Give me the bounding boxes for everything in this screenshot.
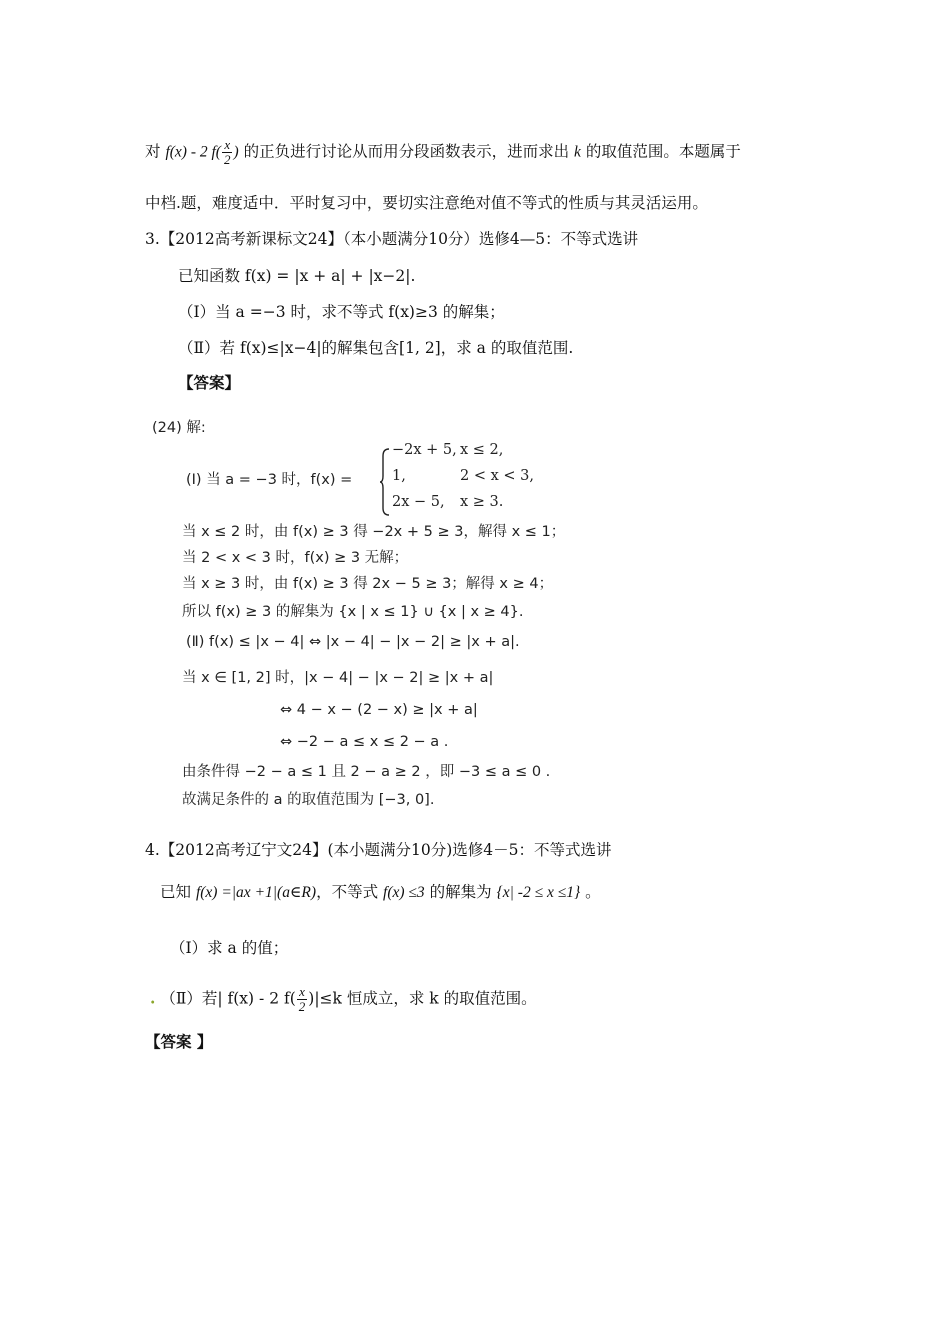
q4-part2-num: x <box>299 984 305 999</box>
solution-line-9: 由条件得 −2 − a ≤ 1 且 2 − a ≥ 2 ，即 −3 ≤ a ≤ 0 . <box>182 764 551 780</box>
solution-header: (24) 解: <box>152 420 206 436</box>
intro-expr-left: f(x) - 2 f( <box>165 143 221 161</box>
intro-prefix: 对 <box>145 142 161 161</box>
piecewise-brace <box>380 448 390 516</box>
solution-line-5: (Ⅱ) f(x) ≤ |x − 4| ⇔ |x − 4| − |x − 2| ≥ |x + a|. <box>186 634 520 650</box>
solution-line-7: ⇔ 4 − x − (2 − x) ≥ |x + a| <box>280 702 478 718</box>
case-cond-3: x ≥ 3. <box>460 494 504 510</box>
q4-given-c: 的解集为 <box>429 883 492 901</box>
q3-title: 3.【2012高考新课标文24】（本小题满分10分）选修4—5：不等式选讲 <box>145 230 639 248</box>
q4-given-expr: f(x) =|ax +1|(a∈R) <box>195 884 317 901</box>
q4-answer-label: 【答案 】 <box>145 1032 213 1051</box>
solution-line-4: 所以 f(x) ≥ 3 的解集为 {x | x ≤ 1} ∪ {x | x ≥ 4}. <box>182 604 524 620</box>
q4-given-a: 已知 <box>160 883 192 901</box>
q3-part2: （Ⅱ）若 f(x)≤|x−4|的解集包含[1, 2]，求 a 的取值范围. <box>178 339 574 357</box>
intro-frac-num: x <box>224 137 231 152</box>
solution-line-3: 当 x ≥ 3 时，由 f(x) ≥ 3 得 2x − 5 ≥ 3；解得 x ≥ 4； <box>182 576 554 592</box>
q4-part2-den: 2 <box>298 999 306 1014</box>
intro-line-1 <box>145 138 741 167</box>
q4-given <box>160 882 601 903</box>
q4-given-set: {x| -2 ≤ x ≤1} <box>496 884 581 901</box>
intro-frac-den: 2 <box>223 152 231 167</box>
case-expr-3: 2x − 5, <box>392 494 445 510</box>
q3-part1: （Ⅰ）当 a =−3 时，求不等式 f(x)≥3 的解集； <box>178 303 505 321</box>
q3-answer-label: 【答案】 <box>178 373 241 392</box>
q4-part2 <box>150 985 537 1014</box>
q4-given-ineq: f(x) ≤3 <box>383 884 425 901</box>
solution-line-10: 故满足条件的 a 的取值范围为 [−3, 0]. <box>182 792 435 808</box>
q4-given-b: ，不等式 <box>316 883 379 901</box>
intro-line-2: 中档.题，难度适中．平时复习中，要切实注意绝对值不等式的性质与其灵活运用。 <box>145 194 708 212</box>
q4-title: 4.【2012高考辽宁文24】(本小题满分10分)选修4－5：不等式选讲 <box>145 841 612 859</box>
solution-scan <box>150 412 590 812</box>
q3-given: 已知函数 f(x) = |x + a| + |x−2|. <box>178 267 416 285</box>
solution-line-6: 当 x ∈ [1, 2] 时，|x − 4| − |x − 2| ≥ |x + a| <box>182 670 494 686</box>
q4-part2-a: （Ⅱ）若| f(x) - 2 f( <box>160 989 296 1008</box>
intro-fraction <box>222 138 233 167</box>
q4-part1: （Ⅰ）求 a 的值； <box>170 939 289 957</box>
solution-line-2: 当 2 < x < 3 时，f(x) ≥ 3 无解； <box>182 550 409 566</box>
intro-var-k: k <box>574 143 581 161</box>
intro-text-a: 的正负进行讨论从而用分段函数表示，进而求出 <box>243 142 570 161</box>
case-expr-2: 1, <box>392 468 406 484</box>
q4-part2-b: )|≤k 恒成立，求 k 的取值范围。 <box>308 989 537 1008</box>
case-cond-1: x ≤ 2, <box>460 442 504 458</box>
solution-line-1: 当 x ≤ 2 时，由 f(x) ≥ 3 得 −2x + 5 ≥ 3，解得 x ≤ 1； <box>182 524 566 540</box>
solution-part1-lead: (Ⅰ) 当 a = −3 时，f(x) = <box>186 472 353 488</box>
intro-expr-right: ) <box>233 143 239 161</box>
case-expr-1: −2x + 5, <box>392 442 457 458</box>
intro-text-b: 的取值范围。本题属于 <box>585 142 741 161</box>
solution-line-8: ⇔ −2 − a ≤ x ≤ 2 − a . <box>280 734 449 750</box>
q4-part2-fraction <box>297 985 308 1014</box>
case-cond-2: 2 < x < 3, <box>460 468 534 484</box>
q4-part2-dot: . <box>150 988 156 1008</box>
q4-given-end: 。 <box>585 883 601 901</box>
